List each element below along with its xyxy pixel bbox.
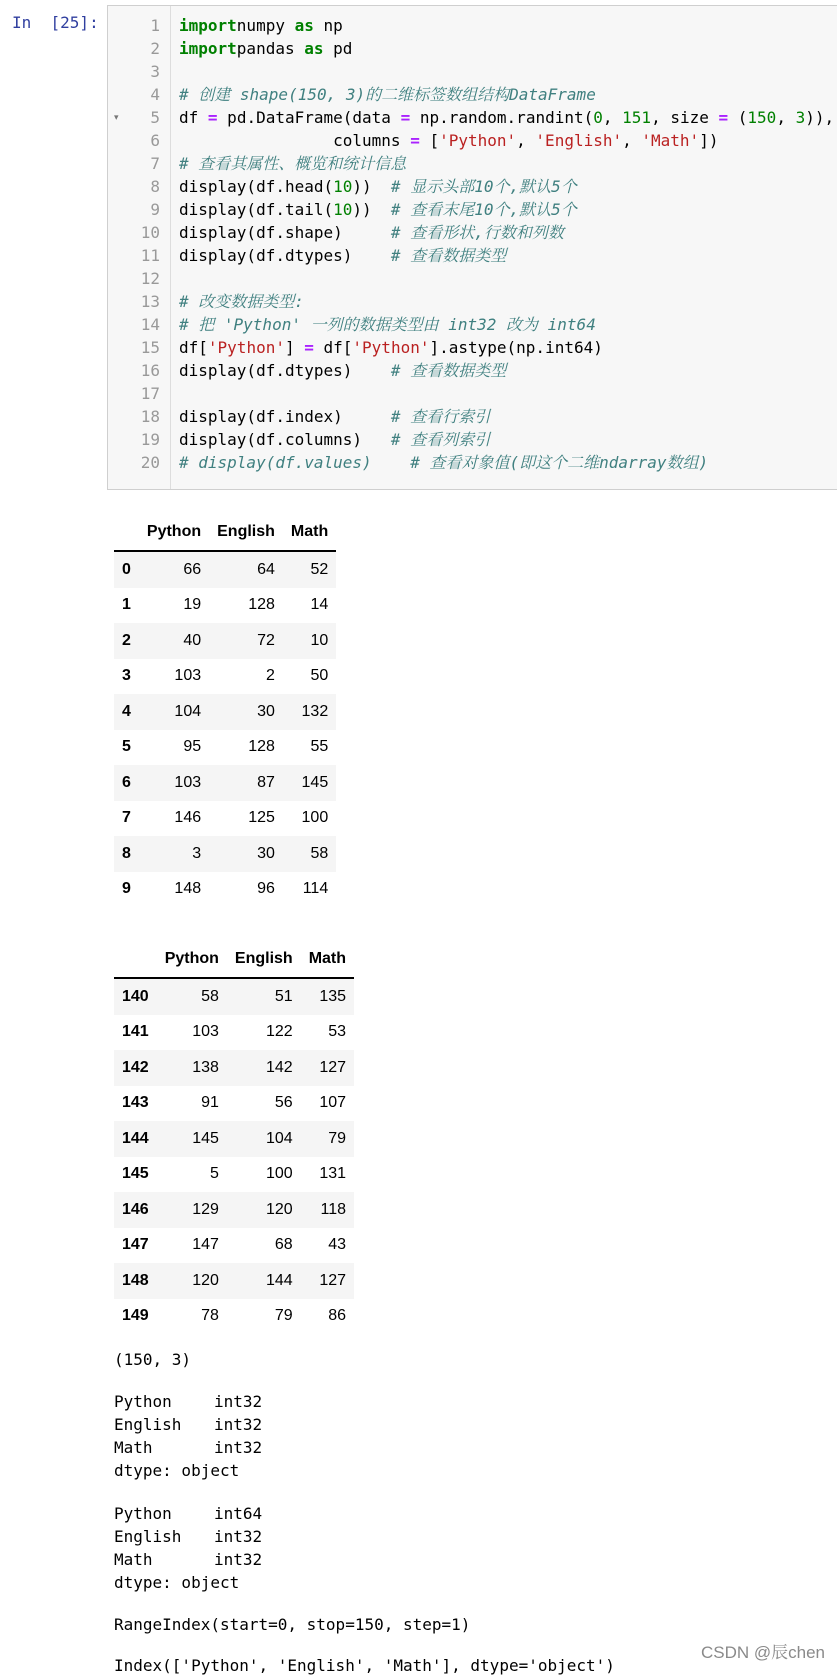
table-cell: 129 [192, 1200, 219, 1218]
line-number: 9 [150, 200, 160, 219]
table-row [114, 801, 336, 837]
column-header: Python [139, 513, 209, 551]
table-cell: 127 [319, 1271, 347, 1289]
dtype-footer: dtype: object [114, 1461, 240, 1480]
row-index: 0 [122, 560, 131, 578]
table-cell: 103 [192, 1023, 219, 1041]
table-cell: 68 [274, 1236, 293, 1254]
code-text: display(df.index) # 查看行索引 [179, 407, 491, 426]
code-line[interactable] [108, 83, 837, 106]
dtype-row [114, 1525, 262, 1548]
code-text: importpandas as pd [179, 39, 353, 58]
table-cell: 66 [183, 560, 202, 578]
table-cell: 64 [257, 560, 275, 578]
table-cell: 30 [257, 844, 275, 862]
dtype-column-name: English [114, 1527, 182, 1546]
line-number: 11 [140, 246, 160, 265]
table-cell: 56 [274, 1094, 293, 1112]
table-row [114, 1157, 354, 1193]
head-dataframe-table [114, 513, 336, 907]
code-text: display(df.tail(10)) # 查看末尾10个,默认5个 [179, 200, 577, 219]
dtype-column-name: Python [114, 1504, 172, 1523]
dtype-row [114, 1502, 262, 1525]
dtype-column-name: Python [114, 1392, 172, 1411]
index-output: RangeIndex(start=0, stop=150, step=1) [114, 1615, 471, 1634]
table-row [114, 551, 336, 588]
table-row [114, 1299, 354, 1335]
column-header: Math [283, 513, 336, 551]
table-cell: 96 [257, 880, 275, 898]
shape-output: (150, 3) [114, 1350, 192, 1369]
code-line[interactable] [108, 313, 837, 336]
dtype-row [114, 1436, 262, 1459]
code-line[interactable] [108, 37, 837, 60]
row-index: 147 [122, 1236, 149, 1254]
row-index: 1 [122, 596, 131, 614]
column-header: English [209, 513, 283, 551]
code-line[interactable] [108, 382, 837, 405]
line-number: 8 [150, 177, 160, 196]
csdn-watermark: CSDN @辰chen [700, 1643, 825, 1662]
table-cell: 144 [266, 1271, 293, 1289]
line-number: 15 [140, 338, 160, 357]
table-cell: 5 [210, 1165, 219, 1183]
table-cell: 58 [310, 844, 329, 862]
column-header: English [227, 940, 301, 978]
table-row [114, 1121, 354, 1157]
code-text: display(df.dtypes) # 查看数据类型 [179, 246, 507, 265]
code-line[interactable] [108, 290, 837, 313]
table-row [114, 1263, 354, 1299]
dtype-row [114, 1413, 262, 1436]
code-line[interactable] [108, 428, 837, 451]
table-cell: 114 [302, 880, 329, 898]
row-index: 142 [122, 1058, 149, 1076]
table-cell: 58 [201, 987, 219, 1005]
fold-arrow-icon[interactable]: ▾ [114, 112, 119, 122]
code-line[interactable] [108, 152, 837, 175]
table-row [114, 1192, 354, 1228]
tail-dataframe-table [114, 940, 354, 1334]
code-text: df = pd.DataFrame(data = np.random.randint(0, 151, size = (150, 3)), [179, 108, 835, 127]
line-number: 6 [150, 131, 160, 150]
table-cell: 100 [266, 1165, 293, 1183]
line-number: 7 [150, 154, 160, 173]
dtype-value: int32 [214, 1438, 263, 1457]
table-cell: 146 [174, 809, 202, 827]
table-row [114, 588, 336, 624]
dtype-row [114, 1548, 262, 1571]
table-cell: 79 [274, 1307, 293, 1325]
index-header [114, 940, 157, 978]
table-cell: 103 [174, 667, 202, 685]
code-text: # 查看其属性、概览和统计信息 [179, 154, 407, 173]
code-text: importnumpy as np [179, 16, 343, 35]
dtype-value: int32 [214, 1415, 263, 1434]
dtype-row [114, 1390, 262, 1413]
table-cell: 72 [257, 631, 275, 649]
table-cell: 86 [328, 1307, 347, 1325]
row-index: 8 [122, 844, 131, 862]
table-cell: 103 [174, 773, 202, 791]
line-number: 14 [140, 315, 160, 334]
row-index: 141 [122, 1023, 149, 1041]
table-cell: 19 [183, 596, 202, 614]
code-text: display(df.columns) # 查看列索引 [179, 430, 491, 449]
column-header: Math [301, 940, 354, 978]
code-cell[interactable] [107, 5, 837, 490]
table-cell: 95 [183, 738, 202, 756]
code-text: display(df.dtypes) # 查看数据类型 [179, 361, 507, 380]
table-cell: 135 [319, 987, 347, 1005]
line-number: 13 [140, 292, 160, 311]
table-cell: 138 [192, 1058, 219, 1076]
line-number: 16 [140, 361, 160, 380]
table-cell: 53 [328, 1023, 347, 1041]
row-index: 6 [122, 773, 131, 791]
code-text: df['Python'] = df['Python'].astype(np.int64) [179, 338, 603, 357]
dtype-footer: dtype: object [114, 1573, 240, 1592]
code-text: display(df.shape) # 查看形状,行数和列数 [179, 223, 564, 242]
table-cell: 55 [310, 738, 329, 756]
code-text: # 创建 shape(150, 3)的二维标签数组结构DataFrame [179, 85, 596, 104]
row-index: 2 [122, 631, 131, 649]
code-line[interactable] [108, 336, 837, 359]
table-cell: 147 [192, 1236, 219, 1254]
table-row [114, 659, 336, 695]
table-cell: 40 [183, 631, 202, 649]
code-line[interactable] [108, 267, 837, 290]
table-row [114, 694, 336, 730]
code-line[interactable] [108, 359, 837, 382]
line-number: 2 [150, 39, 160, 58]
table-cell: 51 [274, 987, 293, 1005]
row-index: 146 [122, 1200, 149, 1218]
code-line[interactable] [108, 106, 837, 129]
table-row [114, 836, 336, 872]
index-header [114, 513, 139, 551]
table-cell: 2 [266, 667, 275, 685]
tail-output [114, 940, 354, 1334]
line-number: 1 [150, 16, 160, 35]
table-row [114, 1228, 354, 1264]
table-row [114, 1015, 354, 1051]
code-text: # 把 'Python' 一列的数据类型由 int32 改为 int64 [179, 315, 596, 334]
table-cell: 118 [320, 1200, 347, 1218]
code-line[interactable] [108, 198, 837, 221]
table-cell: 104 [266, 1129, 293, 1147]
table-cell: 104 [174, 702, 202, 720]
table-cell: 52 [310, 560, 329, 578]
code-line[interactable] [108, 405, 837, 428]
dtype-column-name: Math [114, 1550, 153, 1569]
column-header: Python [157, 940, 227, 978]
line-number: 5 [150, 108, 160, 127]
head-output [114, 513, 336, 907]
table-row [114, 872, 336, 908]
table-cell: 43 [328, 1236, 347, 1254]
code-line[interactable] [108, 244, 837, 267]
table-cell: 125 [248, 809, 275, 827]
row-index: 144 [122, 1129, 149, 1147]
table-cell: 120 [266, 1200, 293, 1218]
columns-output: Index(['Python', 'English', 'Math'], dtype='object') [114, 1656, 615, 1675]
dtype-value: int32 [214, 1550, 263, 1569]
table-cell: 120 [192, 1271, 219, 1289]
table-cell: 128 [248, 596, 275, 614]
row-index: 149 [122, 1307, 149, 1325]
table-cell: 50 [310, 667, 329, 685]
line-number: 12 [140, 269, 160, 288]
table-cell: 122 [266, 1023, 293, 1041]
code-text: display(df.head(10)) # 显示头部10个,默认5个 [179, 177, 577, 196]
table-cell: 142 [266, 1058, 293, 1076]
dtype-value: int64 [214, 1504, 263, 1523]
row-index: 140 [122, 987, 149, 1005]
table-row [114, 730, 336, 766]
dtype-value: int32 [214, 1392, 263, 1411]
dtypes-output-2 [114, 1502, 262, 1594]
line-number: 18 [140, 407, 160, 426]
row-index: 9 [122, 880, 131, 898]
row-index: 148 [122, 1271, 149, 1289]
table-cell: 100 [301, 809, 329, 827]
code-text: # display(df.values) # 查看对象值(即这个二维ndarray数组) [179, 453, 709, 472]
dtypes-output-1 [114, 1390, 262, 1482]
line-number: 17 [140, 384, 160, 403]
dtype-column-name: English [114, 1415, 182, 1434]
table-cell: 127 [319, 1058, 347, 1076]
table-row [114, 623, 336, 659]
table-cell: 131 [319, 1165, 347, 1183]
table-row [114, 1050, 354, 1086]
code-line[interactable] [108, 129, 837, 152]
line-number: 19 [140, 430, 160, 449]
table-cell: 145 [192, 1129, 219, 1147]
table-cell: 145 [301, 773, 329, 791]
row-index: 143 [122, 1094, 149, 1112]
table-row [114, 978, 354, 1015]
code-text: # 改变数据类型: [179, 292, 304, 311]
table-cell: 91 [201, 1094, 219, 1112]
table-cell: 87 [257, 773, 275, 791]
code-line[interactable] [108, 14, 837, 37]
line-number: 20 [140, 453, 160, 472]
row-index: 4 [122, 702, 131, 720]
row-index: 5 [122, 738, 131, 756]
dtype-column-name: Math [114, 1438, 153, 1457]
code-line[interactable] [108, 175, 837, 198]
table-cell: 79 [328, 1129, 347, 1147]
code-line[interactable] [108, 451, 837, 474]
line-number: 3 [150, 62, 160, 81]
cell-prompt: In [25]: [12, 13, 99, 32]
table-cell: 14 [310, 596, 329, 614]
table-cell: 3 [192, 844, 202, 862]
table-row [114, 765, 336, 801]
code-line[interactable] [108, 60, 837, 83]
row-index: 7 [122, 809, 131, 827]
table-cell: 148 [174, 880, 202, 898]
row-index: 145 [122, 1165, 149, 1183]
table-cell: 132 [301, 702, 329, 720]
table-cell: 78 [201, 1307, 219, 1325]
row-index: 3 [122, 667, 131, 685]
dtype-value: int32 [214, 1527, 263, 1546]
line-number: 10 [140, 223, 160, 242]
table-cell: 107 [319, 1094, 347, 1112]
line-number: 4 [150, 85, 160, 104]
table-cell: 30 [257, 702, 275, 720]
table-cell: 128 [248, 738, 275, 756]
table-cell: 10 [310, 631, 329, 649]
code-line[interactable] [108, 221, 837, 244]
table-row [114, 1086, 354, 1122]
code-text: columns = ['Python', 'English', 'Math']) [179, 131, 719, 150]
